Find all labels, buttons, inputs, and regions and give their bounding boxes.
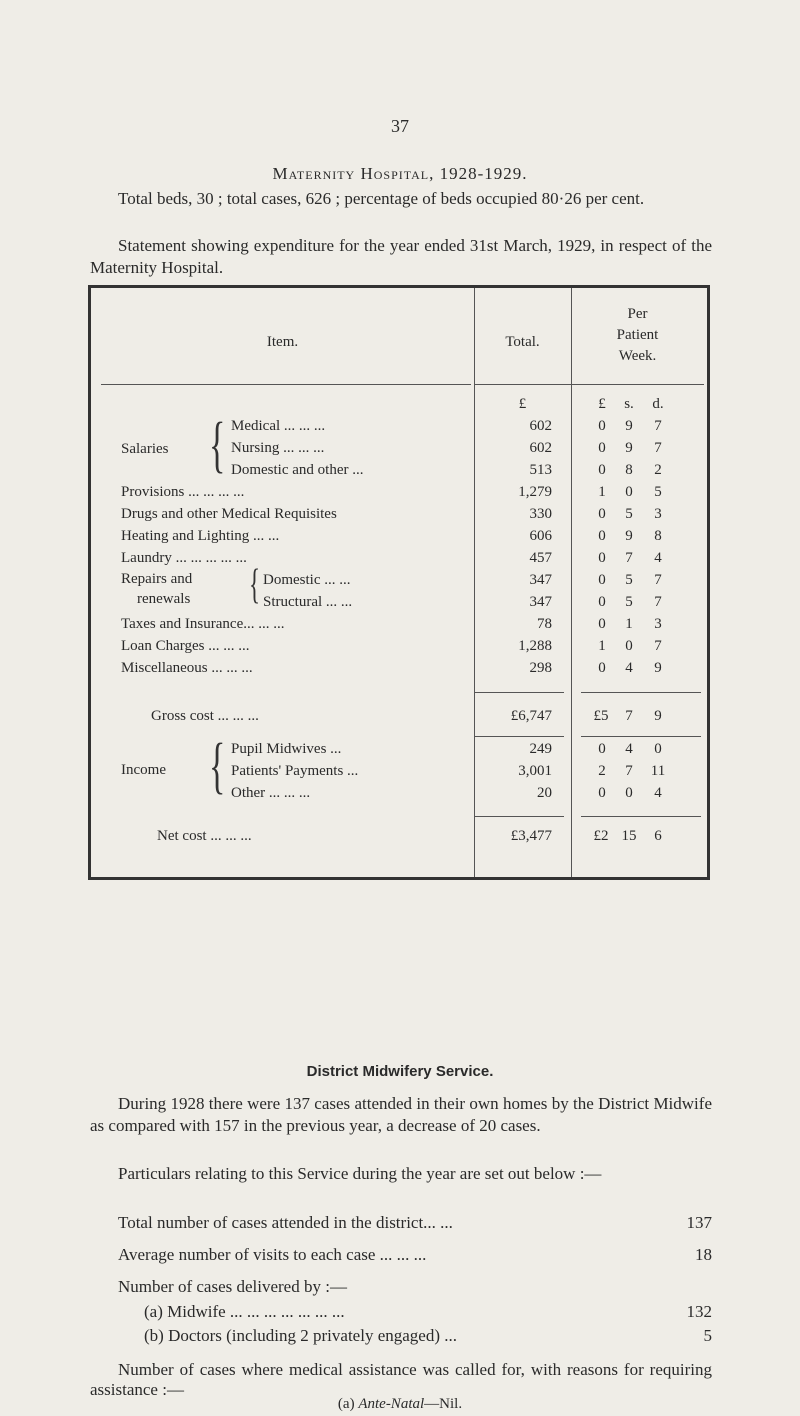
subtotal-rule (474, 736, 564, 737)
row-pounds: 0 (598, 506, 606, 522)
district-paragraph-2: Particulars relating to this Service during the year are set out below :— (118, 1164, 602, 1183)
row-shillings: 0 (625, 638, 633, 654)
statistic-value: 132 (686, 1302, 712, 1321)
subtotal-rule (581, 692, 701, 693)
row-pence: 3 (654, 616, 662, 632)
column-divider (571, 288, 572, 877)
row-pounds: 0 (598, 616, 606, 632)
header-item: Item. (266, 334, 299, 350)
row-label: Domestic ... ... (263, 572, 351, 588)
statement-paragraph: Statement showing expenditure for the year ended 31st March, 1929, in respect of the Maternity Hospital. (90, 236, 712, 277)
header-patient: Patient (616, 327, 659, 343)
subtotal-rule (474, 816, 564, 817)
ante-prefix: (a) (337, 1396, 359, 1412)
row-label: Other ... ... ... (231, 785, 311, 801)
statistic-label: (a) Midwife ... ... ... ... ... ... ... (144, 1302, 345, 1321)
row-shillings: 0 (625, 484, 633, 500)
statistic-label: Average number of visits to each case ... ... ... (118, 1245, 427, 1264)
row-shillings: 8 (625, 462, 633, 478)
row-shillings: 7 (625, 763, 633, 779)
row-pence: 4 (654, 785, 662, 801)
row-total: 457 (529, 550, 552, 566)
row-pounds: 1 (598, 638, 606, 654)
ante-natal-label: Ante-Natal (358, 1396, 425, 1412)
row-label: Domestic and other ... (231, 462, 364, 478)
gross-shillings: 7 (625, 708, 633, 724)
row-total: 347 (529, 572, 552, 588)
statistic-value: 5 (703, 1326, 712, 1345)
row-label: Taxes and Insurance... ... ... (121, 616, 285, 632)
row-pence: 7 (654, 418, 662, 434)
row-pounds: 0 (598, 572, 606, 588)
brace-icon: { (209, 732, 226, 800)
subtotal-rule (474, 692, 564, 693)
page-title: Maternity Hospital, 1928-1929. (272, 164, 528, 183)
row-total: 78 (537, 616, 552, 632)
subtotal-rule (581, 736, 701, 737)
row-shillings: 1 (625, 616, 633, 632)
row-pounds: 0 (598, 594, 606, 610)
row-pounds: 0 (598, 440, 606, 456)
header-total: Total. (505, 334, 540, 350)
statistic-value: 18 (695, 1245, 712, 1264)
row-pence: 0 (654, 741, 662, 757)
row-shillings: 9 (625, 418, 633, 434)
header-rule (571, 384, 704, 385)
row-pence: 7 (654, 594, 662, 610)
net-shillings: 15 (621, 828, 637, 844)
row-label: Provisions ... ... ... ... (121, 484, 245, 500)
row-total: 602 (529, 418, 552, 434)
row-pence: 7 (654, 638, 662, 654)
ante-suffix: —Nil. (424, 1396, 463, 1412)
row-pence: 5 (654, 484, 662, 500)
row-total: 347 (529, 594, 552, 610)
row-total: 602 (529, 440, 552, 456)
net-pence: 6 (654, 828, 662, 844)
brace-icon: { (209, 411, 226, 479)
row-label: Heating and Lighting ... ... (121, 528, 280, 544)
row-label: Miscellaneous ... ... ... (121, 660, 253, 676)
row-shillings: 4 (625, 741, 633, 757)
unit-shillings: s. (624, 396, 634, 412)
intro-paragraph: Total beds, 30 ; total cases, 626 ; percentage of beds occupied 80·26 per cent. (118, 189, 645, 208)
row-total: 249 (529, 741, 552, 757)
row-pence: 4 (654, 550, 662, 566)
header-week: Week. (618, 348, 657, 364)
page-number: 37 (391, 116, 409, 136)
row-total: 513 (529, 462, 552, 478)
row-pounds: 0 (598, 528, 606, 544)
row-label: Laundry ... ... ... ... ... (121, 550, 247, 566)
district-paragraph-3: Number of cases where medical assistance was called for, with reasons for requiring assistance :— (90, 1360, 712, 1399)
row-label: Pupil Midwives ... (231, 741, 342, 757)
row-total: 20 (537, 785, 552, 801)
row-label: Nursing ... ... ... (231, 440, 325, 456)
unit-total: £ (518, 396, 527, 412)
header-per: Per (627, 306, 648, 322)
header-rule (474, 384, 571, 385)
expenditure-table (88, 285, 710, 880)
row-shillings: 0 (625, 785, 633, 801)
row-pounds: 1 (598, 484, 606, 500)
salaries-label: Salaries (121, 441, 169, 457)
row-pence: 2 (654, 462, 662, 478)
statistic-label: Number of cases delivered by :— (118, 1277, 347, 1296)
row-shillings: 4 (625, 660, 633, 676)
unit-pounds: £ (598, 396, 606, 412)
row-label: Structural ... ... (263, 594, 353, 610)
row-pence: 3 (654, 506, 662, 522)
row-pounds: 2 (598, 763, 606, 779)
row-pounds: 0 (598, 462, 606, 478)
row-pence: 8 (654, 528, 662, 544)
statistic-label: (b) Doctors (including 2 privately engaged) ... (144, 1326, 457, 1345)
brace-icon: { (249, 562, 261, 608)
row-shillings: 5 (625, 506, 633, 522)
row-label: Drugs and other Medical Requisites (121, 506, 337, 522)
income-label: Income (121, 762, 166, 778)
section-heading: District Midwifery Service. (306, 1063, 494, 1080)
net-label: Net cost ... ... ... (157, 828, 252, 844)
gross-pounds: £5 (593, 708, 609, 724)
row-shillings: 9 (625, 440, 633, 456)
subtotal-rule (581, 816, 701, 817)
gross-label: Gross cost ... ... ... (151, 708, 259, 724)
statistic-label: Total number of cases attended in the district... ... (118, 1213, 453, 1232)
row-shillings: 5 (625, 572, 633, 588)
row-pence: 7 (654, 440, 662, 456)
net-total: £3,477 (510, 828, 552, 844)
row-label: Medical ... ... ... (231, 418, 326, 434)
net-pounds: £2 (593, 828, 609, 844)
district-paragraph-1: During 1928 there were 137 cases attended in their own homes by the District Midwife as compared with 157 in the previous year, a decrease of 20 cases. (90, 1094, 712, 1135)
row-pounds: 0 (598, 418, 606, 434)
row-label: Loan Charges ... ... ... (121, 638, 250, 654)
header-rule (101, 384, 471, 385)
row-pounds: 0 (598, 785, 606, 801)
gross-total: £6,747 (510, 708, 552, 724)
row-total: 298 (529, 660, 552, 676)
row-total: 1,288 (518, 638, 552, 654)
row-total: 330 (529, 506, 552, 522)
statistic-value: 137 (686, 1213, 712, 1232)
gross-pence: 9 (654, 708, 662, 724)
row-label: Patients' Payments ... (231, 763, 359, 779)
row-pounds: 0 (598, 550, 606, 566)
renewals-label: renewals (137, 591, 191, 607)
ante-natal-line (0, 1396, 800, 1413)
row-shillings: 5 (625, 594, 633, 610)
row-total: 3,001 (518, 763, 552, 779)
row-pence: 9 (654, 660, 662, 676)
row-pounds: 0 (598, 741, 606, 757)
row-pence: 11 (650, 763, 666, 779)
row-pounds: 0 (598, 660, 606, 676)
row-total: 1,279 (518, 484, 552, 500)
row-pence: 7 (654, 572, 662, 588)
row-total: 606 (529, 528, 552, 544)
row-shillings: 7 (625, 550, 633, 566)
repairs-label: Repairs and (121, 571, 193, 587)
row-shillings: 9 (625, 528, 633, 544)
unit-pence: d. (652, 396, 664, 412)
